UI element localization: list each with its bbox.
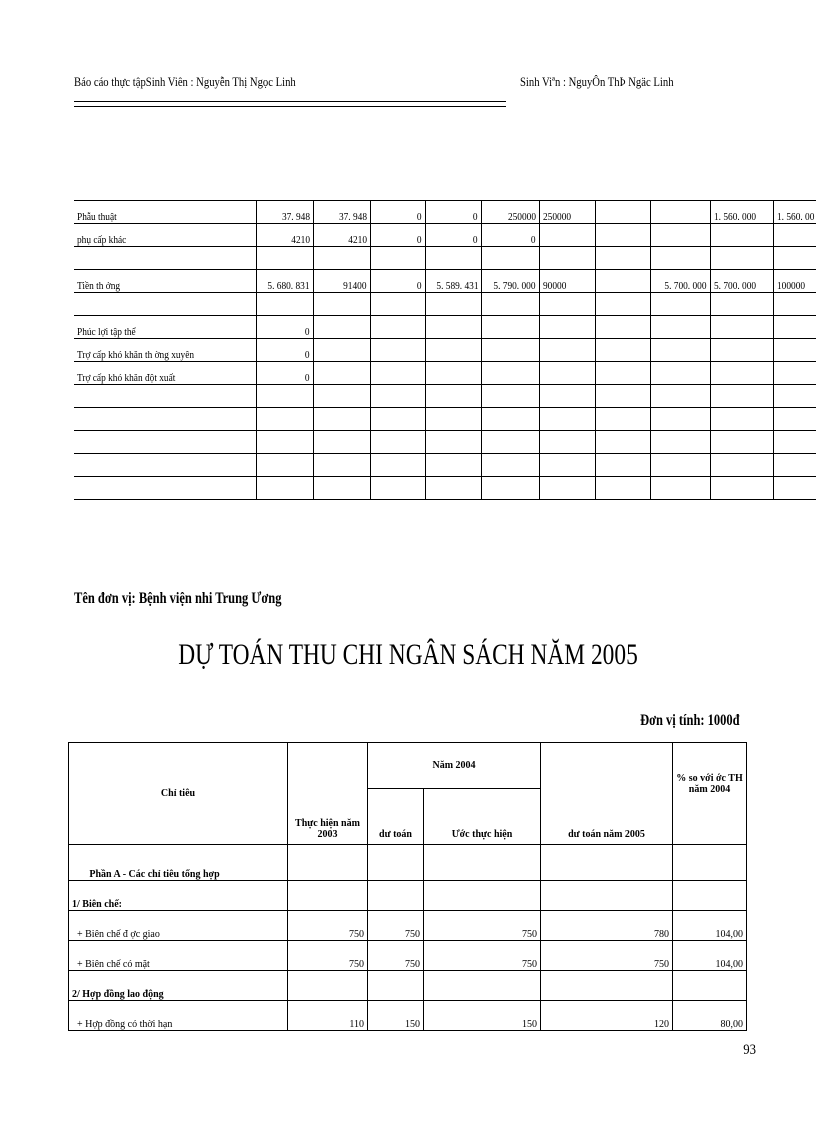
table-row (74, 431, 816, 454)
budget-table (68, 742, 747, 1031)
table-row (69, 941, 747, 971)
row-label: Phần A - Các chỉ tiêu tổng hợp (69, 845, 288, 881)
page-title: DỰ TOÁN THU CHI NGÂN SÁCH NĂM 2005 (178, 638, 638, 671)
row-label: Trợ cấp khó khăn đột xuất (77, 372, 176, 384)
cell: 5. 790. 000 (493, 280, 536, 292)
row-label: Trợ cấp khó khăn th ờng xuyên (77, 349, 195, 361)
cell: 104,00 (673, 941, 747, 971)
cell: 750 (541, 941, 673, 971)
row-label: Phẫu thuật (77, 211, 117, 223)
cell: 150 (368, 1001, 424, 1031)
cell: 0 (304, 349, 310, 361)
cell: 750 (424, 911, 541, 941)
cell: 780 (541, 911, 673, 941)
cell: 90000 (542, 280, 566, 292)
table-row (69, 845, 747, 881)
unit-note: Đơn vị tính: 1000đ (640, 712, 740, 729)
cell: 750 (288, 911, 368, 941)
table-row (74, 247, 816, 270)
cell: 110 (288, 1001, 368, 1031)
cell: 0 (530, 234, 536, 246)
cell: 0 (304, 326, 310, 338)
cell: 750 (288, 941, 368, 971)
table-row (74, 385, 816, 408)
cell: 91400 (343, 280, 367, 292)
unit-name: Tên đơn vị: Bệnh viện nhi Trung Ương (74, 590, 282, 607)
table-row (69, 1001, 747, 1031)
table-row (74, 408, 816, 431)
row-label: + Hợp đồng có thời hạn (69, 1001, 288, 1031)
cell: 150 (424, 1001, 541, 1031)
cell: 0 (472, 234, 478, 246)
cell: 750 (424, 941, 541, 971)
row-label: phụ cấp khác (77, 234, 127, 246)
table-row (74, 224, 816, 247)
header-du-toan: dư toán (368, 789, 424, 845)
table-row (74, 201, 816, 224)
row-label: Tiền th ởng (77, 280, 121, 292)
cell: 0 (416, 280, 422, 292)
row-label: + Biên chế đ ợc giao (69, 911, 288, 941)
cell: 5. 589. 431 (435, 280, 478, 292)
cell: 120 (541, 1001, 673, 1031)
table-row (74, 339, 816, 362)
table-row (69, 971, 747, 1001)
cell: 750 (368, 941, 424, 971)
table-row (69, 881, 747, 911)
header-rule-2 (74, 106, 506, 107)
cell: 5. 680. 831 (267, 280, 310, 292)
row-label: + Biên chế có mặt (69, 941, 288, 971)
header-thuc-hien: Thực hiện năm 2003 (288, 743, 368, 845)
row-label: 1/ Biên chế: (69, 881, 288, 911)
cell: 37. 948 (338, 211, 367, 223)
top-table (74, 200, 816, 500)
header-chi-tieu: Chỉ tiêu (69, 743, 288, 845)
cell: 5. 700. 000 (664, 280, 707, 292)
cell: 37. 948 (281, 211, 310, 223)
cell: 0 (472, 211, 478, 223)
cell: 104,00 (673, 911, 747, 941)
header-percent: % so với ớc TH năm 2004 (673, 743, 747, 845)
cell: 4210 (347, 234, 367, 246)
page-number: 93 (743, 1042, 756, 1058)
header-du-toan-2005: dư toán năm 2005 (541, 743, 673, 845)
cell: 0 (304, 372, 310, 384)
header-left-text: Báo cáo thực tậpSinh Viên : Nguyễn Thị Ngọc Linh (74, 74, 296, 89)
table-row (74, 293, 816, 316)
table-row (69, 911, 747, 941)
cell: 80,00 (673, 1001, 747, 1031)
cell: 100000 (776, 280, 805, 292)
cell: 750 (368, 911, 424, 941)
table-row (74, 362, 816, 385)
row-label: 2/ Hợp đồng lao động (69, 971, 288, 1001)
cell: 0 (416, 211, 422, 223)
cell: 4210 (290, 234, 310, 246)
row-label: Phúc lợi tập thể (77, 326, 136, 338)
cell: 250000 (542, 211, 571, 223)
header-uoc-thuc-hien: Ước thực hiện (424, 789, 541, 845)
cell: 0 (416, 234, 422, 246)
table-row (74, 477, 816, 500)
header-nam-2004: Năm 2004 (368, 743, 541, 789)
header-rule-1 (74, 101, 506, 102)
table-row (74, 454, 816, 477)
cell: 1. 560. 00 (776, 211, 814, 223)
table-row (74, 316, 816, 339)
table-row (74, 270, 816, 293)
cell: 250000 (507, 211, 536, 223)
cell: 1. 560. 000 (713, 211, 756, 223)
header-right-text: Sinh Viªn : NguyÔn ThÞ Ngäc Linh (520, 74, 674, 89)
cell: 5. 700. 000 (713, 280, 756, 292)
